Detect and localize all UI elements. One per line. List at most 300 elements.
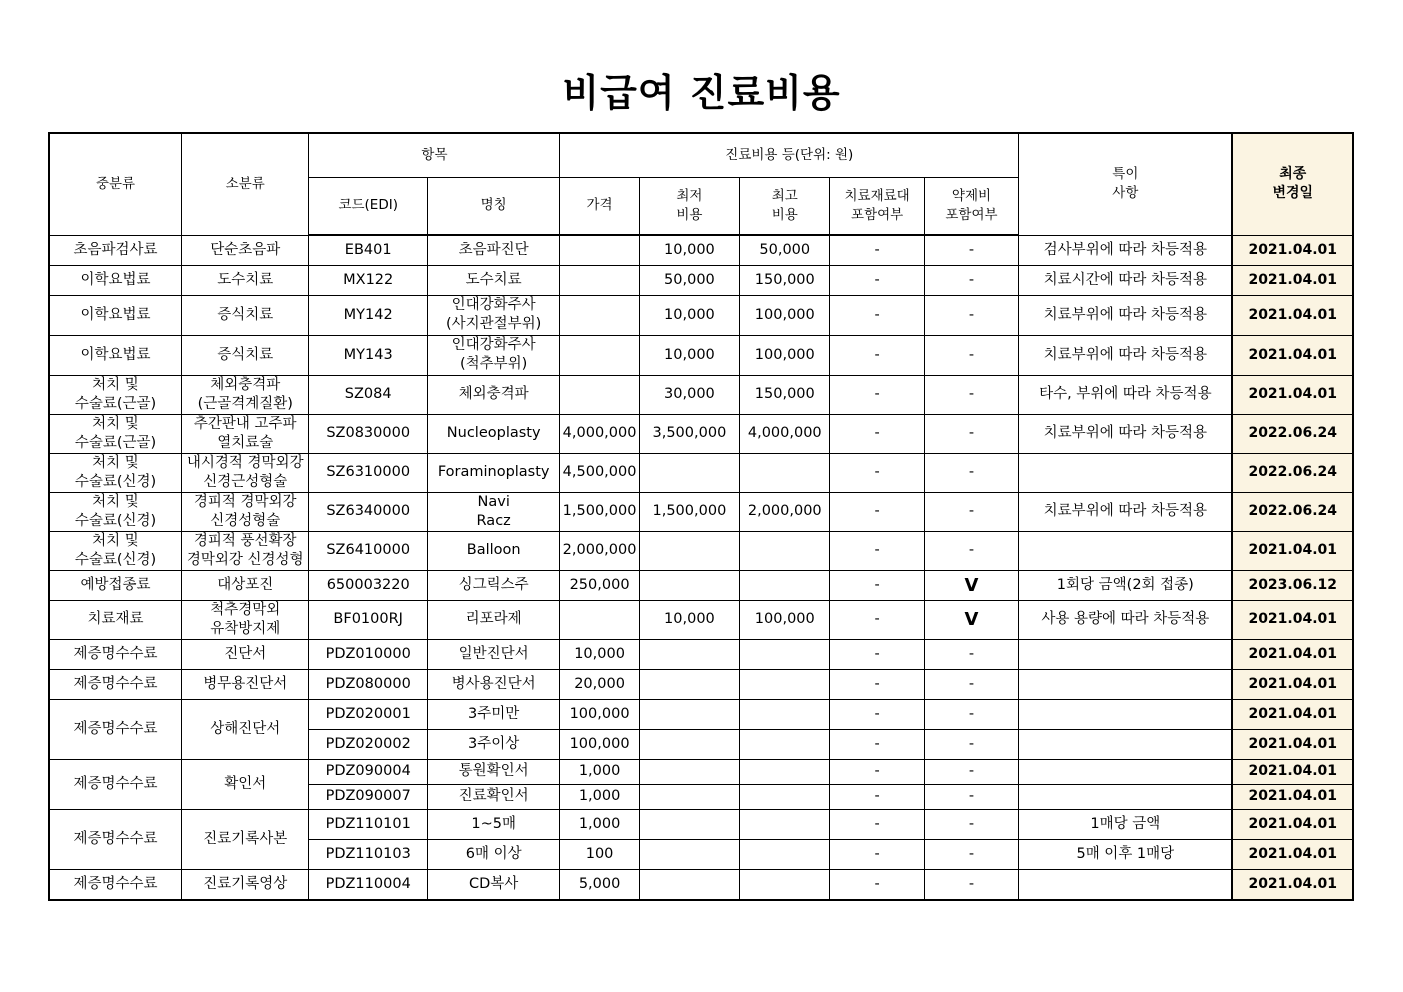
table-row [49, 869, 1353, 900]
drug-cell: - [924, 869, 1018, 900]
note-cell: 1회당 금액(2회 접종) [1019, 570, 1233, 600]
price-cell [560, 335, 639, 375]
max-cost-cell [740, 759, 830, 784]
header-note-line-1: 특이 [1112, 166, 1139, 183]
name-cell [427, 759, 560, 784]
name-cell-line: 1~5매 [471, 815, 516, 832]
subcategory-cell [182, 492, 309, 531]
min-cost-cell: 10,000 [639, 335, 739, 375]
price-cell: 4,000,000 [560, 414, 639, 453]
name-cell [427, 639, 560, 669]
material-cell: - [830, 729, 924, 759]
name-cell-line: 인대강화주사 [451, 297, 536, 313]
header-drug-line-2: 포함여부 [945, 206, 998, 223]
note-cell [1019, 729, 1233, 759]
min-cost-cell [639, 839, 739, 869]
subcategory-cell-line: 진단서 [224, 645, 267, 662]
subcategory-cell-line: 열치료술 [217, 434, 274, 451]
header-max-cost-line-1: 최고 [771, 187, 798, 204]
header-cost-group: 진료비용 등(단위: 원) [560, 133, 1019, 177]
table-row [49, 235, 1353, 265]
subcategory-cell [182, 414, 309, 453]
name-cell-line: 도수치료 [465, 271, 522, 288]
subcategory-cell [182, 669, 309, 699]
name-cell-line: 인대강화주사 [451, 337, 536, 353]
subcategory-cell [182, 335, 309, 375]
max-cost-cell: 2,000,000 [740, 492, 830, 531]
material-cell: - [830, 295, 924, 335]
subcategory-cell [182, 699, 309, 759]
max-cost-cell [740, 809, 830, 839]
category-cell [49, 669, 182, 699]
max-cost-cell: 100,000 [740, 600, 830, 639]
subcategory-cell-line: 상해진단서 [210, 720, 281, 737]
category-cell [49, 453, 182, 492]
note-cell [1019, 453, 1233, 492]
drug-cell: V [924, 570, 1018, 600]
subcategory-cell-line: 경피적 경막외강 [193, 493, 297, 510]
name-cell [427, 531, 560, 570]
subcategory-cell [182, 639, 309, 669]
subcategory-cell-line: 도수치료 [217, 271, 274, 288]
code-cell: MY143 [309, 335, 427, 375]
subcategory-cell [182, 759, 309, 809]
name-cell-line: Racz [476, 512, 511, 529]
name-cell-line: 진료확인서 [458, 788, 529, 804]
subcategory-cell-line: (근골격계질환) [197, 395, 293, 412]
note-cell: 5매 이후 1매당 [1019, 839, 1233, 869]
fee-table [48, 132, 1354, 901]
header-note-line-2: 사항 [1112, 185, 1139, 202]
name-cell-line: 초음파진단 [458, 241, 529, 258]
name-cell [427, 265, 560, 295]
max-cost-cell: 4,000,000 [740, 414, 830, 453]
subcategory-cell-line: 척추경막외 [210, 601, 281, 618]
material-cell: - [830, 759, 924, 784]
drug-cell: - [924, 784, 1018, 809]
category-cell [49, 699, 182, 759]
subcategory-cell-line: 내시경적 경막외강 [186, 454, 304, 471]
name-cell-line: Nucleoplasty [446, 425, 541, 441]
material-cell: - [830, 265, 924, 295]
date-cell: 2021.04.01 [1232, 729, 1353, 759]
category-cell-line: 이학요법료 [80, 346, 151, 363]
name-cell-line: Foraminoplasty [437, 464, 550, 480]
table-row [49, 531, 1353, 570]
name-cell-line: Balloon [466, 542, 521, 558]
subcategory-cell-line: 병무용진단서 [203, 675, 288, 692]
code-cell: PDZ090007 [309, 784, 427, 809]
table-row [49, 492, 1353, 531]
category-cell [49, 869, 182, 900]
name-cell [427, 570, 560, 600]
header-note [1019, 133, 1233, 235]
material-cell: - [830, 784, 924, 809]
category-cell-line: 처치 및 [92, 493, 139, 510]
header-code: 코드(EDI) [309, 177, 427, 235]
category-cell-line: 수술료(신경) [74, 512, 157, 529]
drug-cell: - [924, 809, 1018, 839]
date-cell: 2021.04.01 [1232, 375, 1353, 414]
subcategory-cell [182, 375, 309, 414]
header-date-line-1: 최종 [1279, 166, 1307, 183]
code-cell: SZ6310000 [309, 453, 427, 492]
header-drug [924, 177, 1018, 235]
name-cell [427, 492, 560, 531]
date-cell: 2021.04.01 [1232, 295, 1353, 335]
note-cell: 치료부위에 따라 차등적용 [1019, 492, 1233, 531]
header-material-line-2: 포함여부 [851, 206, 904, 223]
code-cell: PDZ010000 [309, 639, 427, 669]
price-cell [560, 295, 639, 335]
subcategory-cell-line: 대상포진 [217, 576, 274, 593]
drug-cell: - [924, 453, 1018, 492]
category-cell-line: 처치 및 [92, 454, 139, 471]
drug-cell: - [924, 375, 1018, 414]
subcategory-cell [182, 531, 309, 570]
code-cell: EB401 [309, 235, 427, 265]
category-cell-line: 제증명수수료 [73, 775, 158, 792]
date-cell: 2021.04.01 [1232, 759, 1353, 784]
min-cost-cell [639, 699, 739, 729]
code-cell: 650003220 [309, 570, 427, 600]
max-cost-cell: 50,000 [740, 235, 830, 265]
name-cell [427, 699, 560, 729]
name-cell-line: 3주미만 [468, 705, 520, 722]
category-cell-line: 이학요법료 [80, 271, 151, 288]
name-cell-line: Navi [477, 493, 510, 510]
min-cost-cell [639, 784, 739, 809]
name-cell [427, 869, 560, 900]
subcategory-cell-line: 진료기록영상 [203, 875, 288, 892]
price-cell: 1,500,000 [560, 492, 639, 531]
name-cell [427, 784, 560, 809]
min-cost-cell: 3,500,000 [639, 414, 739, 453]
min-cost-cell [639, 570, 739, 600]
note-cell: 검사부위에 따라 차등적용 [1019, 235, 1233, 265]
date-cell: 2021.04.01 [1232, 235, 1353, 265]
date-cell: 2023.06.12 [1232, 570, 1353, 600]
min-cost-cell [639, 869, 739, 900]
date-cell: 2021.04.01 [1232, 809, 1353, 839]
table-row [49, 809, 1353, 839]
table-row [49, 375, 1353, 414]
name-cell-line: (사지관절부위) [445, 316, 542, 332]
drug-cell: - [924, 265, 1018, 295]
category-cell-line: 제증명수수료 [73, 830, 158, 847]
category-cell-line: 제증명수수료 [73, 875, 158, 892]
note-cell [1019, 699, 1233, 729]
header-drug-line-1: 약제비 [951, 187, 992, 204]
code-cell: SZ6410000 [309, 531, 427, 570]
subcategory-cell-line: 단순초음파 [210, 241, 281, 258]
min-cost-cell [639, 809, 739, 839]
max-cost-cell [740, 699, 830, 729]
name-cell-line: 통원확인서 [458, 763, 529, 779]
header-date-line-2: 변경일 [1272, 185, 1314, 202]
code-cell: SZ6340000 [309, 492, 427, 531]
min-cost-cell: 10,000 [639, 600, 739, 639]
material-cell: - [830, 570, 924, 600]
price-cell [560, 600, 639, 639]
category-cell [49, 265, 182, 295]
name-cell [427, 839, 560, 869]
material-cell: - [830, 335, 924, 375]
drug-cell: - [924, 531, 1018, 570]
header-min-cost-line-1: 최저 [676, 187, 703, 204]
category-cell-line: 이학요법료 [80, 306, 151, 323]
subcategory-cell [182, 295, 309, 335]
max-cost-cell [740, 639, 830, 669]
note-cell: 치료부위에 따라 차등적용 [1019, 295, 1233, 335]
min-cost-cell [639, 639, 739, 669]
category-cell-line: 처치 및 [92, 376, 139, 393]
max-cost-cell [740, 570, 830, 600]
date-cell: 2022.06.24 [1232, 492, 1353, 531]
name-cell [427, 414, 560, 453]
note-cell [1019, 759, 1233, 784]
date-cell: 2021.04.01 [1232, 669, 1353, 699]
table-row [49, 453, 1353, 492]
category-cell [49, 295, 182, 335]
header-material [830, 177, 924, 235]
fee-table-body [49, 235, 1353, 900]
min-cost-cell [639, 669, 739, 699]
date-cell: 2021.04.01 [1232, 531, 1353, 570]
drug-cell: - [924, 295, 1018, 335]
date-cell: 2021.04.01 [1232, 784, 1353, 809]
drug-cell: - [924, 639, 1018, 669]
category-cell [49, 235, 182, 265]
subcategory-cell-line: 신경근성형술 [203, 473, 288, 490]
drug-cell: - [924, 492, 1018, 531]
drug-cell: - [924, 414, 1018, 453]
material-cell: - [830, 600, 924, 639]
date-cell: 2022.06.24 [1232, 414, 1353, 453]
category-cell-line: 수술료(근골) [74, 395, 157, 412]
name-cell-line: 6매 이상 [465, 845, 522, 862]
table-row [49, 414, 1353, 453]
name-cell [427, 375, 560, 414]
note-cell: 타수, 부위에 따라 차등적용 [1019, 375, 1233, 414]
subcategory-cell-line: 진료기록사본 [203, 830, 288, 847]
category-cell [49, 639, 182, 669]
category-cell-line: 수술료(신경) [74, 551, 157, 568]
code-cell: PDZ110103 [309, 839, 427, 869]
name-cell-line: 싱그릭스주 [458, 576, 529, 593]
min-cost-cell: 30,000 [639, 375, 739, 414]
category-cell [49, 414, 182, 453]
category-cell-line: 제증명수수료 [73, 675, 158, 692]
header-item-group: 항목 [309, 133, 560, 177]
material-cell: - [830, 492, 924, 531]
price-cell: 250,000 [560, 570, 639, 600]
category-cell [49, 759, 182, 809]
drug-cell: - [924, 699, 1018, 729]
code-cell: BF0100RJ [309, 600, 427, 639]
name-cell-line: 병사용진단서 [451, 675, 536, 692]
price-cell: 1,000 [560, 809, 639, 839]
drug-cell: - [924, 759, 1018, 784]
name-cell-line: 일반진단서 [458, 645, 529, 662]
category-cell [49, 570, 182, 600]
max-cost-cell [740, 729, 830, 759]
max-cost-cell [740, 839, 830, 869]
subcategory-cell [182, 570, 309, 600]
price-cell: 20,000 [560, 669, 639, 699]
material-cell: - [830, 809, 924, 839]
price-cell: 100 [560, 839, 639, 869]
category-cell-line: 수술료(신경) [74, 473, 157, 490]
category-cell [49, 809, 182, 869]
name-cell [427, 235, 560, 265]
name-cell [427, 335, 560, 375]
category-cell [49, 600, 182, 639]
header-category: 중분류 [49, 133, 182, 235]
code-cell: MX122 [309, 265, 427, 295]
header-subcategory: 소분류 [182, 133, 309, 235]
min-cost-cell [639, 531, 739, 570]
date-cell: 2021.04.01 [1232, 839, 1353, 869]
price-cell [560, 265, 639, 295]
subcategory-cell [182, 869, 309, 900]
category-cell-line: 수술료(근골) [74, 434, 157, 451]
material-cell: - [830, 453, 924, 492]
min-cost-cell: 1,500,000 [639, 492, 739, 531]
note-cell: 치료부위에 따라 차등적용 [1019, 335, 1233, 375]
name-cell [427, 600, 560, 639]
drug-cell: - [924, 669, 1018, 699]
header-date [1232, 133, 1353, 235]
date-cell: 2021.04.01 [1232, 699, 1353, 729]
material-cell: - [830, 869, 924, 900]
drug-cell: - [924, 729, 1018, 759]
note-cell [1019, 784, 1233, 809]
table-row [49, 669, 1353, 699]
drug-cell: - [924, 335, 1018, 375]
date-cell: 2021.04.01 [1232, 265, 1353, 295]
code-cell: PDZ110101 [309, 809, 427, 839]
header-min-cost-line-2: 비용 [676, 206, 703, 223]
max-cost-cell: 150,000 [740, 375, 830, 414]
header-max-cost [740, 177, 830, 235]
subcategory-cell [182, 600, 309, 639]
subcategory-cell-line: 신경성형술 [210, 512, 281, 529]
subcategory-cell [182, 235, 309, 265]
header-min-cost [639, 177, 739, 235]
table-row [49, 699, 1353, 729]
note-cell: 치료시간에 따라 차등적용 [1019, 265, 1233, 295]
subcategory-cell [182, 453, 309, 492]
price-cell: 1,000 [560, 759, 639, 784]
max-cost-cell [740, 669, 830, 699]
price-cell: 4,500,000 [560, 453, 639, 492]
code-cell: PDZ110004 [309, 869, 427, 900]
code-cell: SZ0830000 [309, 414, 427, 453]
drug-cell: V [924, 600, 1018, 639]
code-cell: PDZ080000 [309, 669, 427, 699]
drug-cell: - [924, 235, 1018, 265]
code-cell: SZ084 [309, 375, 427, 414]
table-row [49, 600, 1353, 639]
table-row [49, 265, 1353, 295]
category-cell-line: 예방접종료 [80, 576, 151, 593]
date-cell: 2021.04.01 [1232, 335, 1353, 375]
category-cell-line: 초음파검사료 [73, 241, 158, 258]
date-cell: 2021.04.01 [1232, 600, 1353, 639]
material-cell: - [830, 699, 924, 729]
table-row [49, 759, 1353, 784]
category-cell-line: 처치 및 [92, 532, 139, 549]
subcategory-cell-line: 체외충격파 [210, 376, 281, 393]
max-cost-cell: 100,000 [740, 295, 830, 335]
material-cell: - [830, 375, 924, 414]
code-cell: PDZ020001 [309, 699, 427, 729]
header-material-line-1: 치료재료대 [844, 187, 910, 204]
price-cell: 10,000 [560, 639, 639, 669]
price-cell [560, 235, 639, 265]
price-cell: 2,000,000 [560, 531, 639, 570]
subcategory-cell-line: 경피적 풍선확장 [193, 532, 297, 549]
note-cell [1019, 869, 1233, 900]
category-cell [49, 375, 182, 414]
subcategory-cell [182, 809, 309, 869]
min-cost-cell: 10,000 [639, 235, 739, 265]
price-cell: 5,000 [560, 869, 639, 900]
note-cell [1019, 531, 1233, 570]
subcategory-cell-line: 확인서 [224, 775, 267, 792]
category-cell [49, 531, 182, 570]
category-cell-line: 제증명수수료 [73, 645, 158, 662]
name-cell [427, 809, 560, 839]
subcategory-cell-line: 경막외강 신경성형 [186, 551, 304, 568]
material-cell: - [830, 414, 924, 453]
date-cell: 2021.04.01 [1232, 869, 1353, 900]
min-cost-cell: 10,000 [639, 295, 739, 335]
subcategory-cell-line: 유착방지제 [210, 620, 281, 637]
code-cell: MY142 [309, 295, 427, 335]
header-price: 가격 [560, 177, 639, 235]
category-cell-line: 처치 및 [92, 415, 139, 432]
name-cell-line: 리포라제 [465, 611, 522, 627]
table-row [49, 570, 1353, 600]
drug-cell: - [924, 839, 1018, 869]
material-cell: - [830, 639, 924, 669]
max-cost-cell [740, 453, 830, 492]
category-cell [49, 335, 182, 375]
header-name: 명칭 [427, 177, 560, 235]
category-cell [49, 492, 182, 531]
category-cell-line: 치료재료 [87, 611, 144, 627]
subcategory-cell-line: 증식치료 [217, 306, 274, 323]
note-cell [1019, 639, 1233, 669]
name-cell-line: (척추부위) [460, 356, 528, 372]
name-cell [427, 295, 560, 335]
min-cost-cell [639, 729, 739, 759]
name-cell [427, 453, 560, 492]
category-cell-line: 제증명수수료 [73, 720, 158, 737]
page-title: 비급여 진료비용 [562, 71, 841, 115]
note-cell: 1매당 금액 [1019, 809, 1233, 839]
max-cost-cell [740, 531, 830, 570]
price-cell: 100,000 [560, 699, 639, 729]
table-row [49, 335, 1353, 375]
subcategory-cell [182, 265, 309, 295]
price-cell [560, 375, 639, 414]
max-cost-cell: 100,000 [740, 335, 830, 375]
header-max-cost-line-2: 비용 [771, 206, 798, 223]
name-cell [427, 669, 560, 699]
